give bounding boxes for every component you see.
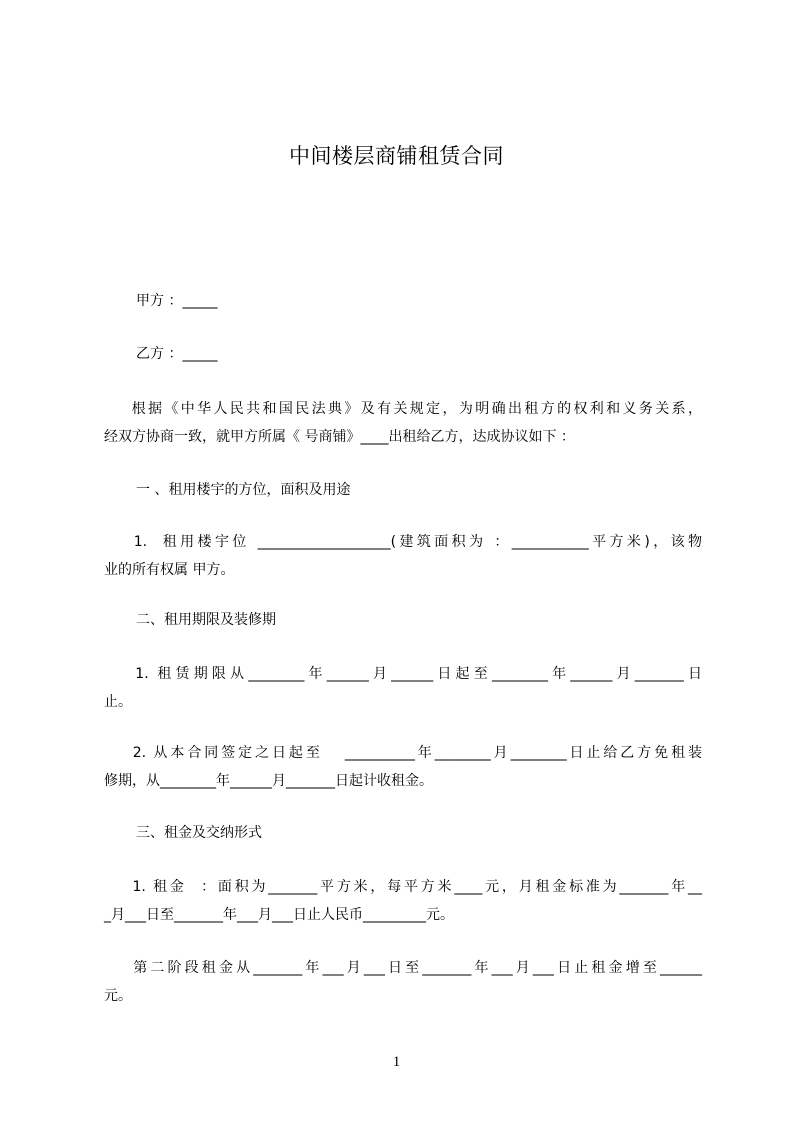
section-3-item-2-line-2: 元。: [104, 988, 132, 1004]
section-3-item-2: [104, 954, 702, 1010]
contract-title: 中间楼层商铺租赁合同: [289, 144, 504, 168]
section-2-item-1-line-1: 1. 租赁期限从________年______月______日起至________年______月_______日: [118, 666, 702, 682]
page-number: 1: [392, 1054, 401, 1070]
section-2-heading: 二、租用期限及装修期: [136, 612, 276, 628]
intro-paragraph: [104, 395, 702, 451]
section-3-item-1-line-2: _月___日至_______年___月___日止人民币_________元。: [104, 907, 454, 923]
section-2-item-2: [104, 739, 702, 795]
intro-line-1: 根据《中华人民共和国民法典》及有关规定，为明确出租方的权利和义务关系，: [118, 401, 702, 417]
party-a-line: 甲方 ：_____: [136, 293, 218, 309]
section-1-item-1: [104, 528, 702, 584]
section-2-item-1-line-2: 止。: [104, 694, 132, 710]
section-2-item-1: [104, 660, 702, 716]
section-3-item-1-line-1: 1. 租金 ：面积为_______平方米，每平方米____元，月租金标准为_______年__: [118, 879, 702, 895]
section-1-item-1-line-2: 业的所有权属 甲方。: [104, 562, 235, 578]
section-1-item-1-line-1: 1. 租用楼宇位 ___________________(建筑面积为 ：___________平方米)，该物: [118, 534, 702, 550]
section-2-item-2-line-1: 2. 从本合同签定之日起至 __________年________月________日止给乙方免租装: [118, 745, 702, 761]
section-3-heading: 三、租金及交纳形式: [136, 825, 262, 841]
section-2-item-2-line-2: 修期，从________年______月_______日起计收租金。: [104, 773, 433, 789]
section-3-item-1: [104, 873, 702, 929]
section-3-item-2-line-1: 第二阶段租金从_______年___月___日至_______年___月___日止租金增至______: [118, 960, 702, 976]
section-1-heading: 一 、租用楼宇的方位，面积及用途: [136, 482, 351, 498]
party-b-line: 乙方 ：_____: [136, 346, 218, 362]
intro-line-2: 经双方协商一致，就甲方所属《 号商铺》____出租给乙方，达成协议如下 ：: [104, 429, 575, 445]
